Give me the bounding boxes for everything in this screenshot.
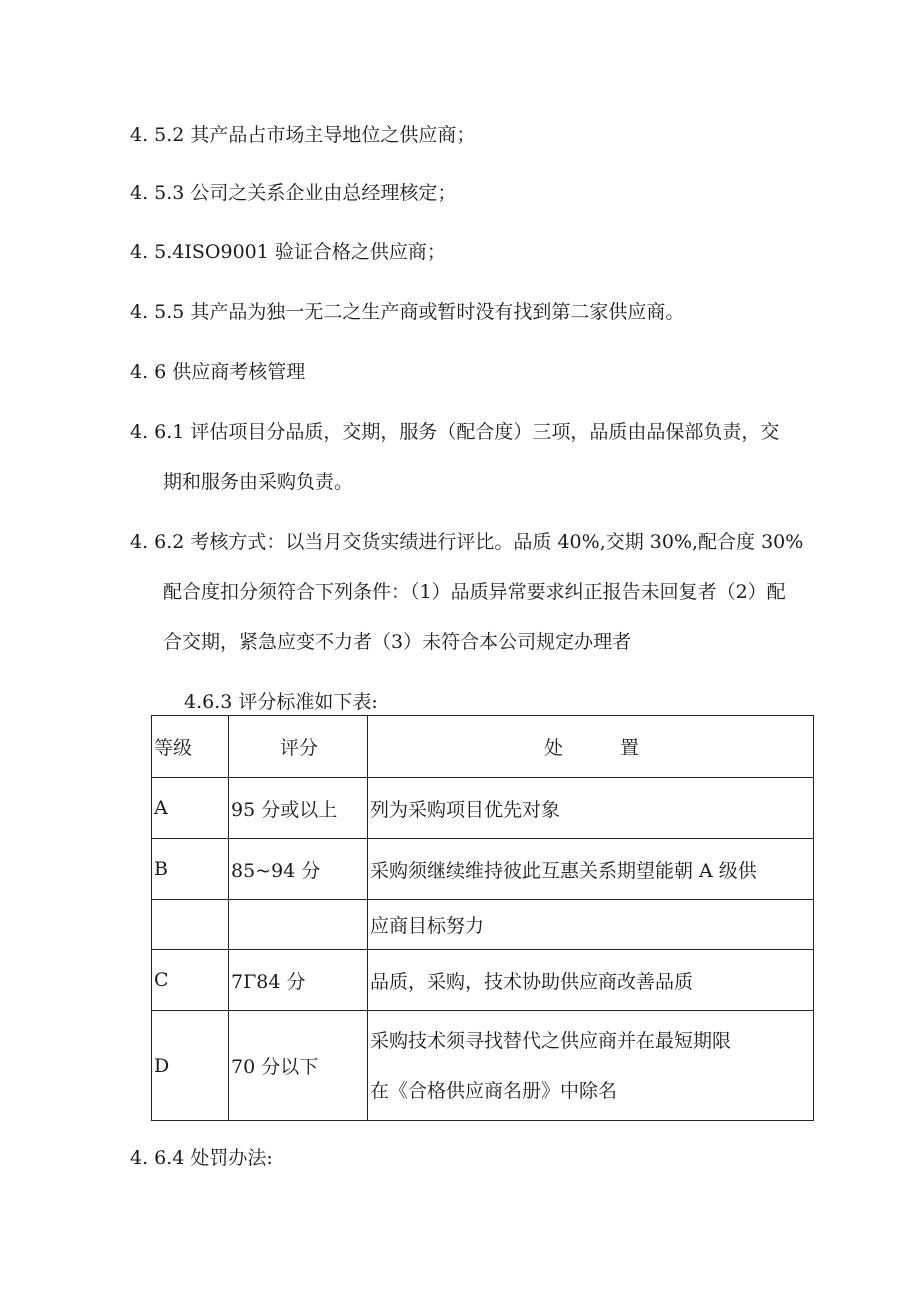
item-4-5-2: 4. 5.2 其产品占市场主导地位之供应商； <box>130 124 476 146</box>
action-cell: 采购须继续维持彼此互惠关系期望能朝 A 级供 <box>368 839 814 900</box>
header-score: 评分 <box>229 716 368 778</box>
score-cell: 70 分以下 <box>229 1011 368 1121</box>
action-cell: 应商目标努力 <box>368 900 814 950</box>
table-row <box>152 778 814 839</box>
action-cell <box>368 1011 814 1121</box>
score-cell: 95 分或以上 <box>229 778 368 839</box>
grade-cell: B <box>152 839 229 900</box>
item-4-6-2-line3: 合交期，紧急应变不力者（3）未符合本公司规定办理者 <box>163 631 632 653</box>
grade-cell <box>152 900 229 950</box>
item-4-5-5: 4. 5.5 其产品为独一无二之生产商或暂时没有找到第二家供应商。 <box>130 301 685 323</box>
section-4-6-heading: 4. 6 供应商考核管理 <box>130 361 306 383</box>
action-line-1: 采购技术须寻找替代之供应商并在最短期限 <box>370 1029 732 1052</box>
score-cell: 85~94 分 <box>229 839 368 900</box>
item-4-6-2-line2: 配合度扣分须符合下列条件：（1）品质异常要求纠正报告未回复者（2）配 <box>163 581 786 603</box>
score-cell: 7Γ84 分 <box>229 950 368 1011</box>
grade-cell: C <box>152 950 229 1011</box>
header-grade: 等级 <box>152 716 229 778</box>
item-4-6-1-line1: 4. 6.1 评估项目分品质，交期，服务（配合度）三项，品质由品保部负责，交 <box>130 421 780 443</box>
table-row <box>152 900 814 950</box>
table-row <box>152 1011 814 1121</box>
item-4-5-3: 4. 5.3 公司之关系企业由总经理核定； <box>130 182 457 204</box>
action-line-2: 在《合格供应商名册》中除名 <box>370 1079 618 1102</box>
table-row <box>152 839 814 900</box>
scoring-table <box>151 715 814 1121</box>
score-cell <box>229 900 368 950</box>
item-4-6-4: 4. 6.4 处罚办法: <box>130 1147 273 1169</box>
table-header-row <box>152 716 814 778</box>
item-4-6-1-line2: 期和服务由采购负责。 <box>163 471 354 493</box>
grade-cell: A <box>152 778 229 839</box>
action-cell: 列为采购项目优先对象 <box>368 778 814 839</box>
item-4-5-4: 4. 5.4ISO9001 验证合格之供应商； <box>130 241 446 263</box>
header-action: 处 置 <box>368 716 814 778</box>
table-row <box>152 950 814 1011</box>
action-cell: 品质，采购，技术协助供应商改善品质 <box>368 950 814 1011</box>
grade-cell: D <box>152 1011 229 1121</box>
item-4-6-3: 4.6.3 评分标准如下表: <box>184 691 378 713</box>
item-4-6-2-line1: 4. 6.2 考核方式：以当月交货实绩进行评比。品质 40%,交期 30%,配合度 30% <box>130 531 804 553</box>
